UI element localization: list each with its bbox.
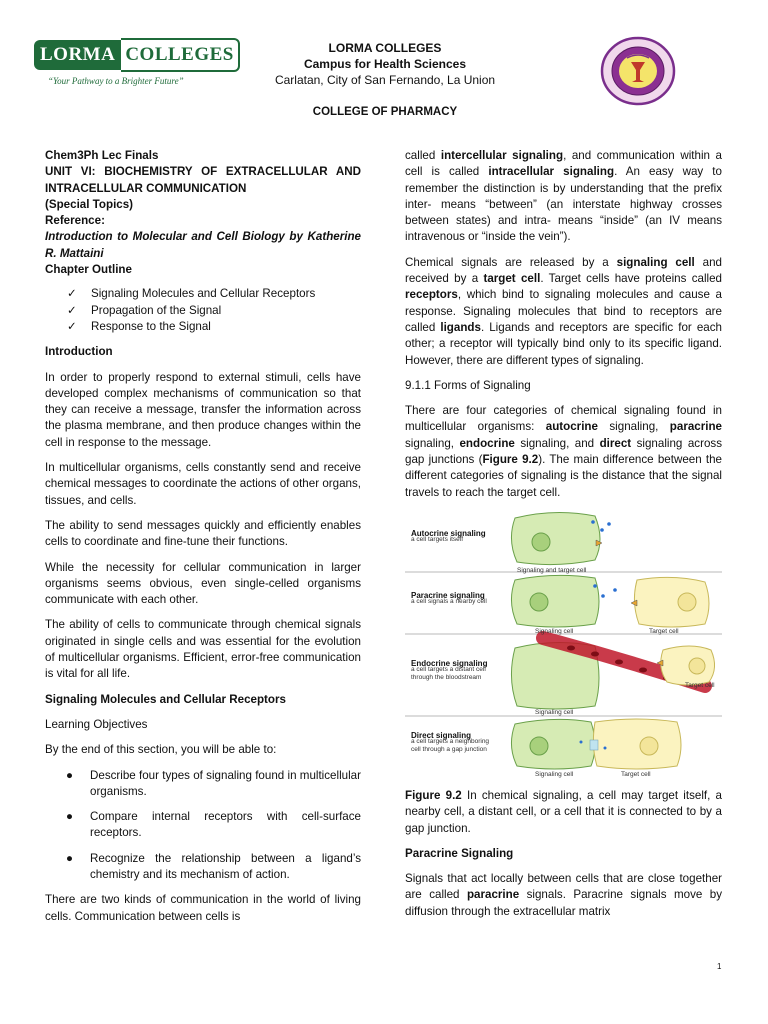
direct-signaling-cell (511, 719, 595, 769)
course-code: Chem3Ph Lec Finals (45, 149, 159, 162)
signaling-figure (405, 510, 722, 782)
signal-molecule (607, 522, 611, 526)
gap-junction (590, 740, 598, 750)
direct-target-cell-label: Target cell (621, 770, 651, 778)
direct-subtitle-2: cell through a gap junction (411, 745, 487, 753)
logo-word-colleges: COLLEGES (121, 38, 240, 72)
signal-molecule (593, 584, 597, 588)
signal-molecule (580, 740, 583, 743)
autocrine-subtitle: a cell targets itself (411, 535, 464, 543)
intro-paragraph-1: In order to properly respond to external stimuli, cells have developed complex mechanisms of communication so that they can receive a message, transfer the information across the plasma membrane, and then produce changes within the cell in response to the message. (45, 370, 361, 449)
endocrine-subtitle-1: a cell targets a distant cell (411, 665, 486, 673)
endocrine-target-cell-label: Target cell (685, 681, 715, 689)
pharmacy-seal-icon (600, 36, 676, 106)
intro-paragraph-5: The ability of cells to communicate through chemical signals originated in single cells and was essential for the evolution of multicellular organisms. Efficient, error-free communication is vital for all life. (45, 618, 361, 681)
list-item: ● Recognize the relationship between a ligand’s chemistry and its mechanism of action. (45, 851, 361, 884)
lorma-logo (34, 38, 234, 96)
forms-of-signaling-heading: 9.1.1 Forms of Signaling (405, 378, 531, 392)
intro-paragraph-2: In multicellular organisms, cells constantly send and receive chemical messages to coordinate the actions of other organs, tissues, and cells. (45, 461, 361, 507)
list-item: ✓ Signaling Molecules and Cellular Receptors (67, 286, 361, 302)
right-column (405, 148, 722, 929)
signaling-definition-paragraph: called intercellular signaling, and communication within a cell is called intracellular signaling. An easy way to remember the distinction is by understanding that the prefix inter- means “between” (an interstate highway crosses between states) and intra- means “inside” (an IV means intravenous or “inside the vein”). (405, 149, 722, 244)
nucleus (678, 593, 696, 611)
bullet-icon: ● (66, 851, 74, 865)
chapter-outline-list (67, 286, 361, 335)
direct-title: Direct signaling (411, 730, 472, 740)
signal-molecule (604, 746, 607, 749)
bullet-icon: ● (66, 768, 74, 782)
signal-molecule (591, 520, 595, 524)
signal-molecule (613, 588, 617, 592)
letterhead (230, 40, 540, 118)
checkmark-icon: ✓ (67, 287, 77, 301)
checkmark-icon: ✓ (67, 303, 77, 317)
paracrine-target-cell (634, 577, 709, 627)
intro-paragraph-4: While the necessity for cellular communication in larger organisms seems obvious, even single-celled organisms communicate with each other. (45, 560, 361, 607)
introduction-heading: Introduction (45, 345, 113, 359)
paracrine-heading: Paracrine Signaling (405, 846, 514, 860)
endocrine-signaling-cell-label: Signaling cell (535, 708, 574, 716)
direct-signaling-cell-label: Signaling cell (535, 770, 574, 778)
list-item: ● Compare internal receptors with cell-surface receptors. (45, 809, 361, 842)
paracrine-subtitle: a cell signals a nearby cell (411, 597, 487, 605)
campus-name: Campus for Health Sciences (303, 57, 467, 71)
special-topics: (Special Topics) (45, 197, 134, 211)
school-address: Carlatan, City of San Fernando, La Union (274, 73, 496, 87)
red-blood-cell (591, 651, 599, 656)
paracrine-signaling-cell-label: Signaling cell (535, 627, 574, 635)
endocrine-title: Endocrine signaling (411, 658, 488, 668)
bullet-icon: ● (66, 810, 74, 824)
logo-word-lorma: LORMA (34, 40, 121, 70)
communication-paragraph: There are two kinds of communication in the world of living cells. Communication between cells is (45, 893, 361, 923)
nucleus (530, 593, 548, 611)
nucleus (530, 737, 548, 755)
autocrine-cell (511, 512, 600, 564)
paracrine-title: Paracrine signaling (411, 590, 485, 600)
paracrine-target-cell-label: Target cell (649, 627, 679, 635)
figure-caption: Figure 9.2 In chemical signaling, a cell may target itself, a nearby cell, a distant cell, or a cell that it is connected to by a gap junction. (405, 788, 723, 835)
chapter-outline-label: Chapter Outline (45, 263, 132, 277)
logo-tagline: “Your Pathway to a Brighter Future” (48, 76, 184, 86)
nucleus (532, 533, 550, 551)
unit-title: UNIT VI: BIOCHEMISTRY OF EXTRACELLULAR AND INTRACELLULAR COMMUNICATION (45, 165, 361, 195)
reference-book: Introduction to Molecular and Cell Biology by Katherine R. Mattaini (45, 230, 361, 260)
autocrine-title: Autocrine signaling (411, 528, 486, 538)
direct-subtitle-1: a cell targets a neighboring (411, 737, 490, 745)
intro-paragraph-3: The ability to send messages quickly and efficiently enables cells to coordinate and fine-tune their functions. (45, 518, 361, 549)
autocrine-cell-label: Signaling and target cell (517, 566, 587, 574)
checkmark-icon: ✓ (67, 319, 77, 333)
page-number: 1 (717, 962, 722, 971)
signal-molecule (601, 594, 605, 598)
red-blood-cell (639, 667, 647, 672)
red-blood-cell (567, 645, 575, 650)
list-item: ✓ Propagation of the Signal (67, 303, 361, 319)
reference-label: Reference: (45, 214, 105, 228)
direct-target-cell (593, 719, 681, 769)
paracrine-signaling-cell (511, 575, 599, 627)
signaling-categories-paragraph: There are four categories of chemical signaling found in multicellular organisms: autocrine signaling, paracrine signaling, endocrine signaling, and direct signaling across gap junctions (Figure 9.2). The main difference between the different categories of signaling is the distance that the signal travels to reach the target cell. (405, 404, 723, 499)
left-column (45, 148, 361, 934)
school-name: LORMA COLLEGES (328, 41, 442, 55)
objectives-list (45, 768, 361, 884)
list-item: ✓ Response to the Signal (67, 319, 361, 335)
nucleus (640, 737, 658, 755)
signal-molecule (600, 528, 604, 532)
list-item: ● Describe four types of signaling found in multicellular organisms. (45, 768, 361, 801)
section-heading: Signaling Molecules and Cellular Receptors (45, 692, 286, 706)
nucleus (689, 658, 705, 674)
learning-objectives-intro: By the end of this section, you will be able to: (45, 743, 277, 757)
learning-objectives-label: Learning Objectives (45, 717, 148, 731)
chemical-signals-paragraph: Chemical signals are released by a signaling cell and received by a target cell. Target cells have proteins called receptors, which bind to signaling molecules and cause a response. Signaling molecules that bind to receptors are called ligands. Ligands and receptors are specific for each other; a receptor will typically bind only to its specific ligand. However, there are different types of signaling. (405, 255, 722, 367)
red-blood-cell (615, 659, 623, 664)
paracrine-paragraph: Signals that act locally between cells that are close together are called paracrine signals. Paracrine signals move by diffusion through the extracellular matrix (405, 872, 723, 918)
college-name: COLLEGE OF PHARMACY (312, 106, 458, 118)
endocrine-subtitle-2: through the bloodstream (411, 673, 482, 681)
